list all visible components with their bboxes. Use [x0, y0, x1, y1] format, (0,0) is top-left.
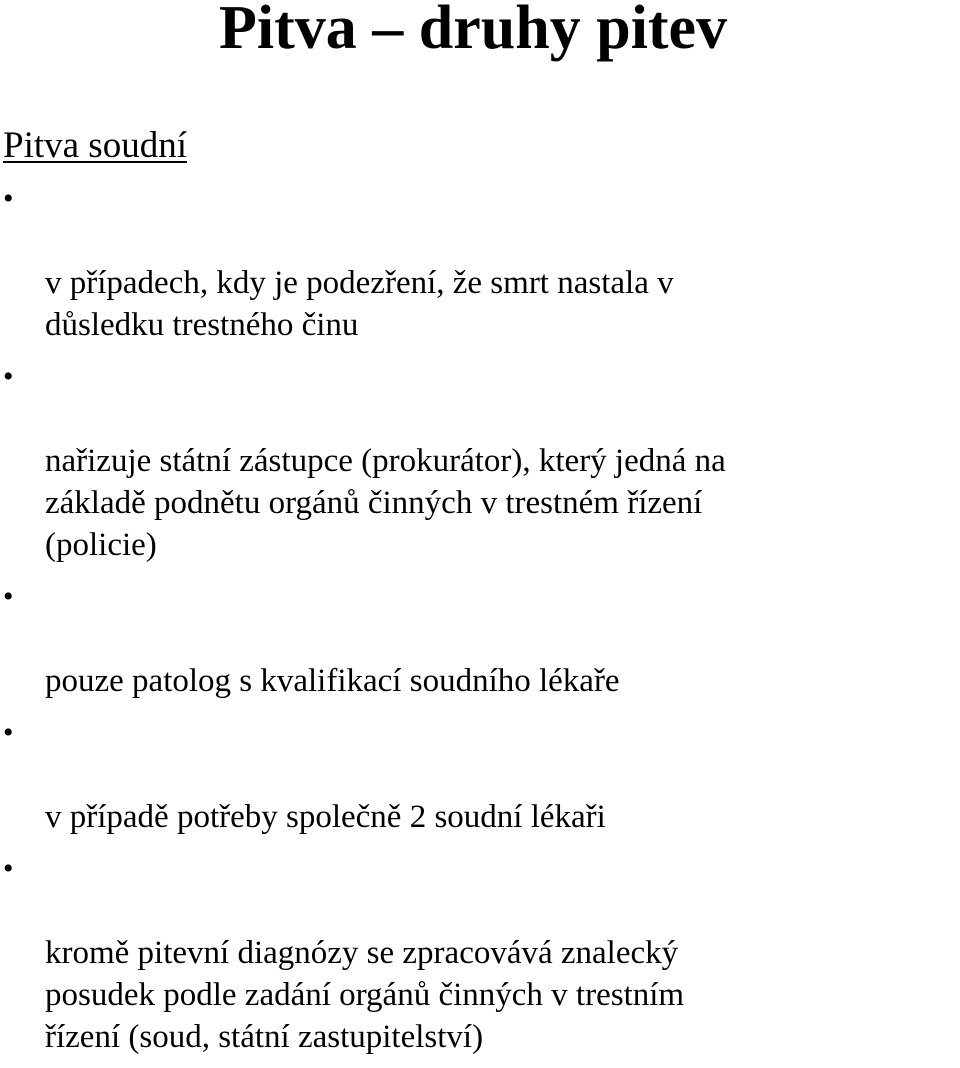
bullet-item: [0, 848, 960, 1058]
bullet-icon: •: [3, 852, 14, 885]
bullet-text: kromě pitevní diagnózy se zpracovává znalecký posudek podle zadání orgánů činných v trestním řízení (soud, státní zastupitelství): [45, 935, 685, 1055]
bullet-list: [0, 178, 960, 1068]
section-heading: Pitva soudní: [3, 125, 187, 166]
bullet-text: v případě potřeby společně 2 soudní lékaři: [45, 799, 606, 835]
bullet-text: nařizuje státní zástupce (prokurátor), který jedná na základě podnětu orgánů činných v trestném řízení (policie): [45, 443, 726, 563]
bullet-item: [0, 712, 960, 838]
slide-title: Pitva – druhy pitev: [219, 0, 728, 62]
bullet-icon: •: [3, 580, 14, 613]
bullet-text: v případech, kdy je podezření, že smrt nastala v důsledku trestného činu: [45, 265, 674, 343]
bullet-item: [0, 356, 960, 566]
bullet-icon: •: [3, 360, 14, 393]
bullet-text: pouze patolog s kvalifikací soudního lékaře: [45, 663, 620, 699]
bullet-item: [0, 576, 960, 702]
bullet-icon: •: [3, 182, 14, 215]
bullet-icon: •: [3, 716, 14, 749]
bullet-item: [0, 178, 960, 346]
